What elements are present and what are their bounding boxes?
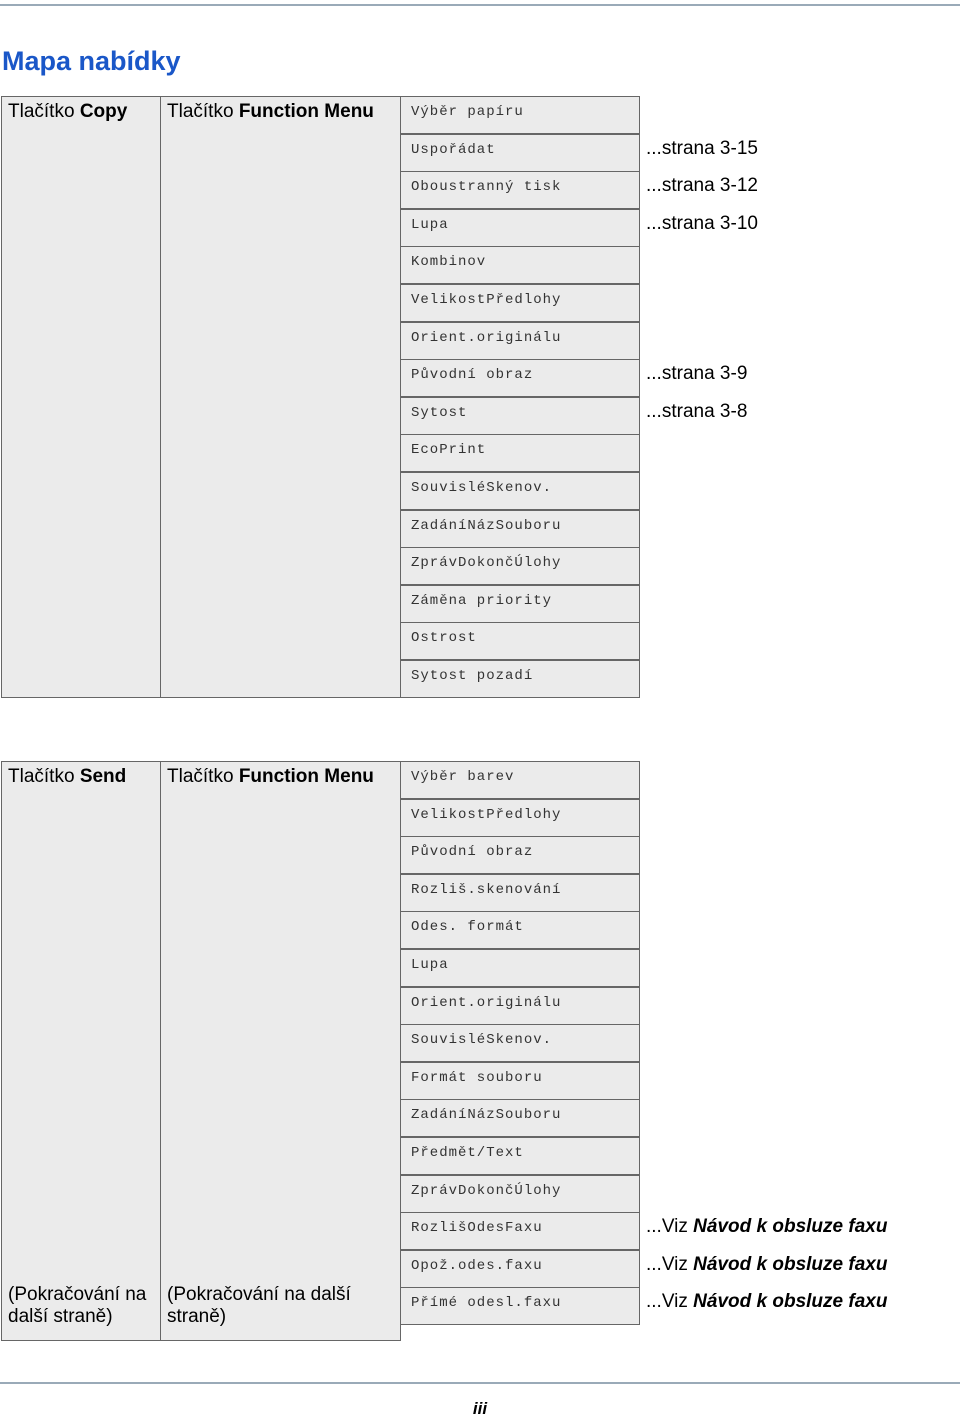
fax-guide-reference-prefix: ...Viz bbox=[646, 1291, 694, 1313]
menu-item: Formát souboru bbox=[400, 1062, 640, 1100]
page-reference: ...strana 3-10 bbox=[646, 212, 758, 234]
menu-item: Kombinov bbox=[400, 246, 640, 284]
menu-item: Předmět/Text bbox=[400, 1137, 640, 1175]
menu-item: EcoPrint bbox=[400, 434, 640, 472]
menu-item: Původní obraz bbox=[400, 359, 640, 397]
menu-item: Odes. formát bbox=[400, 911, 640, 949]
menu-item: ZprávDokončÚlohy bbox=[400, 1175, 640, 1213]
send-function-menu-header: Tlačítko Function Menu bbox=[167, 766, 374, 787]
menu-item: Opož.odes.faxu bbox=[400, 1250, 640, 1288]
top-rule bbox=[0, 4, 960, 6]
menu-item: Výběr barev bbox=[400, 761, 640, 799]
fax-guide-reference-prefix: ...Viz bbox=[646, 1216, 694, 1238]
menu-item: VelikostPředlohy bbox=[400, 799, 640, 837]
fax-guide-reference bbox=[646, 1290, 887, 1314]
send-function-menu-column bbox=[160, 761, 401, 1341]
page-title: Mapa nabídky bbox=[2, 46, 181, 76]
send-function-menu-continued: (Pokračování na další straně) bbox=[167, 1284, 351, 1327]
menu-item: RozlišOdesFaxu bbox=[400, 1212, 640, 1250]
page-number: iii bbox=[472, 1399, 488, 1418]
copy-key-header: Tlačítko Copy bbox=[8, 101, 128, 122]
fax-guide-title: Návod k obsluze faxu bbox=[693, 1216, 888, 1238]
menu-item: ZprávDokončÚlohy bbox=[400, 547, 640, 585]
menu-item: Lupa bbox=[400, 949, 640, 987]
page-reference: ...strana 3-12 bbox=[646, 175, 758, 197]
menu-item: SouvisléSkenov. bbox=[400, 472, 640, 510]
copy-function-menu-column bbox=[160, 96, 401, 698]
menu-item: Orient.originálu bbox=[400, 987, 640, 1025]
send-key-column bbox=[1, 761, 161, 1341]
menu-item: Orient.originálu bbox=[400, 322, 640, 360]
menu-item: Původní obraz bbox=[400, 836, 640, 874]
menu-item: Uspořádat bbox=[400, 134, 640, 172]
menu-item: Lupa bbox=[400, 209, 640, 247]
menu-item: Sytost pozadí bbox=[400, 660, 640, 698]
menu-item: Výběr papíru bbox=[400, 96, 640, 134]
fax-guide-title: Návod k obsluze faxu bbox=[693, 1291, 888, 1313]
menu-item: ZadáníNázSouboru bbox=[400, 1099, 640, 1137]
page-reference: ...strana 3-9 bbox=[646, 363, 748, 385]
bottom-rule bbox=[0, 1382, 960, 1384]
menu-item: Sytost bbox=[400, 397, 640, 435]
page-reference: ...strana 3-8 bbox=[646, 400, 748, 422]
send-key-continued: (Pokračování na další straně) bbox=[8, 1284, 147, 1327]
copy-function-menu-header: Tlačítko Function Menu bbox=[167, 101, 374, 122]
menu-item: Přímé odesl.faxu bbox=[400, 1287, 640, 1325]
menu-item: Rozliš.skenování bbox=[400, 874, 640, 912]
menu-item: ZadáníNázSouboru bbox=[400, 510, 640, 548]
menu-item: Oboustranný tisk bbox=[400, 171, 640, 209]
fax-guide-title: Návod k obsluze faxu bbox=[693, 1253, 888, 1275]
menu-item: SouvisléSkenov. bbox=[400, 1024, 640, 1062]
fax-guide-reference bbox=[646, 1215, 887, 1239]
menu-item: Záměna priority bbox=[400, 585, 640, 623]
fax-guide-reference bbox=[646, 1253, 887, 1277]
send-key-header: Tlačítko Send bbox=[8, 766, 127, 787]
copy-key-column bbox=[1, 96, 161, 698]
fax-guide-reference-prefix: ...Viz bbox=[646, 1253, 694, 1275]
page-reference: ...strana 3-15 bbox=[646, 137, 758, 159]
menu-item: VelikostPředlohy bbox=[400, 284, 640, 322]
menu-item: Ostrost bbox=[400, 622, 640, 660]
